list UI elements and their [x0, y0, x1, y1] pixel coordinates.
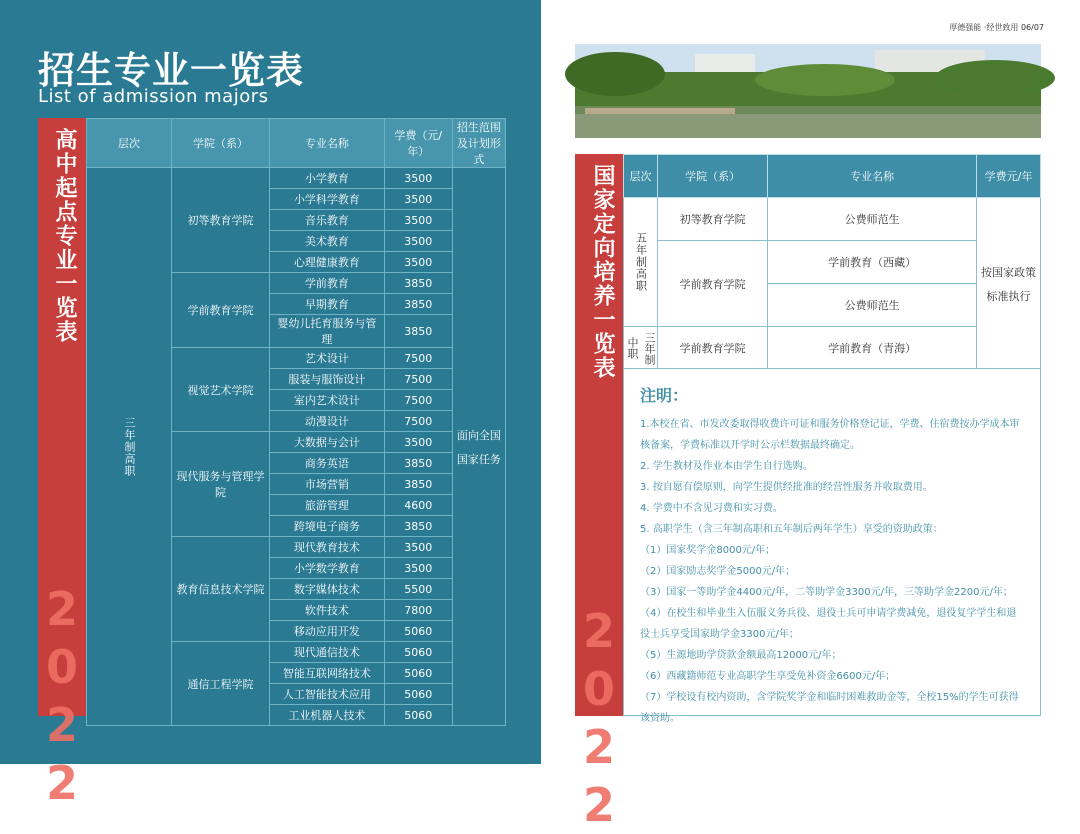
col-fee-header: 学费（元/年）	[384, 119, 452, 168]
major-cell: 现代教育技术	[269, 537, 384, 558]
fee-cell: 7500	[384, 348, 452, 369]
fee-cell: 3850	[384, 273, 452, 294]
note-item: 2. 学生教材及作业本由学生自行选购。	[640, 461, 813, 472]
right-year-digit: 2	[582, 720, 615, 774]
fee-cell: 3850	[384, 453, 452, 474]
col-fee-header: 学费元/年	[977, 155, 1041, 198]
col-scope-header: 招生范围及计划形式	[452, 119, 505, 168]
major-cell: 学前教育（青海）	[768, 327, 977, 370]
right-year	[579, 602, 619, 834]
fee-cell: 3500	[384, 537, 452, 558]
table-row	[87, 168, 506, 189]
left-page	[0, 0, 541, 810]
college-cell: 视觉艺术学院	[172, 348, 270, 432]
fee-cell: 3850	[384, 474, 452, 495]
major-cell: 公费师范生	[768, 198, 977, 241]
fee-text: 按国家政策	[981, 265, 1037, 279]
major-cell: 美术教育	[269, 231, 384, 252]
fee-cell: 5060	[384, 621, 452, 642]
left-year-digit: 0	[45, 640, 78, 694]
page-header-slogan: 厚德强能 ·经世致用 06/07	[949, 23, 1044, 32]
fee-cell: 7800	[384, 600, 452, 621]
major-cell: 音乐教育	[269, 210, 384, 231]
campus-lake-photo	[575, 44, 1041, 138]
col-level-header: 层次	[624, 155, 658, 198]
note-item: （7）学校设有校内资助，含学院奖学金和临时困难救助金等，全校15%的学生可获得该资助。	[640, 692, 1019, 724]
major-cell: 人工智能技术应用	[269, 684, 384, 705]
fee-cell: 5060	[384, 684, 452, 705]
college-cell: 学前教育学院	[172, 273, 270, 348]
table-header-row	[624, 155, 1041, 198]
fee-cell: 5500	[384, 579, 452, 600]
college-cell: 教育信息技术学院	[172, 537, 270, 642]
fee-text: 标准执行	[986, 289, 1031, 303]
note-item: （6）西藏籍师范专业高职学生享受免补资金6600元/年；	[640, 671, 896, 682]
majors-table	[86, 118, 506, 726]
note-item: （2）国家励志奖学金5000元/年；	[640, 566, 796, 577]
fee-cell	[977, 198, 1041, 370]
fee-cell: 3500	[384, 210, 452, 231]
fee-cell: 3500	[384, 558, 452, 579]
major-cell: 智能互联网络技术	[269, 663, 384, 684]
fee-cell: 3500	[384, 168, 452, 189]
major-cell: 早期教育	[269, 294, 384, 315]
table-row	[624, 198, 1041, 241]
major-cell: 学前教育（西藏）	[768, 241, 977, 284]
page-title: 招生专业一览表	[38, 49, 304, 92]
scope-text: 国家任务	[456, 452, 501, 466]
level-cell	[624, 327, 658, 370]
left-year-digit: 2	[45, 756, 78, 810]
right-year-digit: 2	[582, 778, 615, 832]
right-vertical-band	[575, 154, 623, 832]
left-year	[42, 580, 82, 812]
level-cell: 五年制高职	[624, 198, 658, 327]
level-text: 中职	[626, 337, 639, 359]
level-cell: 三年制高职	[87, 168, 172, 726]
notes-box	[623, 368, 1041, 724]
major-cell: 动漫设计	[269, 411, 384, 432]
right-page	[541, 0, 1080, 832]
fee-cell: 3500	[384, 231, 452, 252]
college-cell: 初等教育学院	[172, 168, 270, 273]
fee-cell: 7500	[384, 369, 452, 390]
note-item: 4. 学费中不含见习费和实习费。	[640, 503, 783, 514]
major-cell: 商务英语	[269, 453, 384, 474]
col-major-header: 专业名称	[768, 155, 977, 198]
major-cell: 工业机器人技术	[269, 705, 384, 726]
major-cell: 服装与服饰设计	[269, 369, 384, 390]
major-cell: 数字媒体技术	[269, 579, 384, 600]
fee-cell: 5060	[384, 642, 452, 663]
level-text: 三年制	[643, 331, 656, 365]
college-cell: 学前教育学院	[658, 327, 768, 370]
left-vertical-title: 高中起点专业一览表	[52, 128, 77, 344]
major-cell: 大数据与会计	[269, 432, 384, 453]
col-level-header: 层次	[87, 119, 172, 168]
fee-cell: 5060	[384, 705, 452, 726]
major-cell: 心理健康教育	[269, 252, 384, 273]
major-cell: 婴幼儿托育服务与管理	[269, 315, 384, 348]
scope-cell	[452, 168, 505, 726]
fee-cell: 7500	[384, 411, 452, 432]
college-cell: 初等教育学院	[658, 198, 768, 241]
college-cell: 学前教育学院	[658, 241, 768, 327]
table-header-row	[87, 119, 506, 168]
right-year-digit: 0	[582, 662, 615, 716]
major-cell: 旅游管理	[269, 495, 384, 516]
right-year-digit: 2	[582, 604, 615, 658]
note-item: （4）在校生和毕业生入伍服义务兵役、退役士兵可申请学费减免，退役复学学生和退役士兵享受国家助学金3300元/年；	[640, 608, 1017, 640]
note-item: 5. 高职学生（含三年制高职和五年制后两年学生）享受的资助政策：	[640, 524, 943, 535]
major-cell: 艺术设计	[269, 348, 384, 369]
left-year-digit: 2	[45, 698, 78, 752]
fee-cell: 7500	[384, 390, 452, 411]
page-subtitle: List of admission majors	[38, 86, 269, 107]
major-cell: 小学教育	[269, 168, 384, 189]
major-cell: 市场营销	[269, 474, 384, 495]
left-year-digit: 2	[45, 582, 78, 636]
notes-title: 注明：	[640, 386, 689, 405]
fee-cell: 3500	[384, 432, 452, 453]
fee-cell: 5060	[384, 663, 452, 684]
fee-cell: 3500	[384, 189, 452, 210]
major-cell: 软件技术	[269, 600, 384, 621]
major-cell: 小学数学教育	[269, 558, 384, 579]
col-college-header: 学院（系）	[658, 155, 768, 198]
note-item: （3）国家一等助学金4400元/年，二等助学金3300元/年，三等助学金2200元/年；	[640, 587, 1013, 598]
college-cell: 现代服务与管理学院	[172, 432, 270, 537]
fee-cell: 3850	[384, 294, 452, 315]
fee-cell: 3500	[384, 252, 452, 273]
major-cell: 现代通信技术	[269, 642, 384, 663]
scope-text: 面向全国	[456, 428, 501, 442]
col-major-header: 专业名称	[269, 119, 384, 168]
major-cell: 移动应用开发	[269, 621, 384, 642]
major-cell: 学前教育	[269, 273, 384, 294]
note-item: 3. 按自愿有偿原则，向学生提供经批准的经营性服务并收取费用。	[640, 482, 933, 493]
directed-training-table	[623, 154, 1041, 370]
right-vertical-title: 国家定向培养一览表	[590, 164, 615, 380]
fee-cell: 3850	[384, 315, 452, 348]
fee-cell: 3850	[384, 516, 452, 537]
note-item: 1.本校在省、市发改委取得收费许可证和服务价格登记证，学费、住宿费按办学成本审核备案，学费标准以开学时公示栏数据最终确定。	[640, 419, 1020, 451]
major-cell: 室内艺术设计	[269, 390, 384, 411]
major-cell: 跨境电子商务	[269, 516, 384, 537]
note-item: （5）生源地助学贷款金额最高12000元/年；	[640, 650, 842, 661]
major-cell: 小学科学教育	[269, 189, 384, 210]
fee-cell: 4600	[384, 495, 452, 516]
col-college-header: 学院（系）	[172, 119, 270, 168]
college-cell: 通信工程学院	[172, 642, 270, 726]
notes-list	[640, 414, 1026, 729]
left-vertical-band	[38, 118, 86, 810]
major-cell: 公费师范生	[768, 284, 977, 327]
note-item: （1）国家奖学金8000元/年；	[640, 545, 776, 556]
